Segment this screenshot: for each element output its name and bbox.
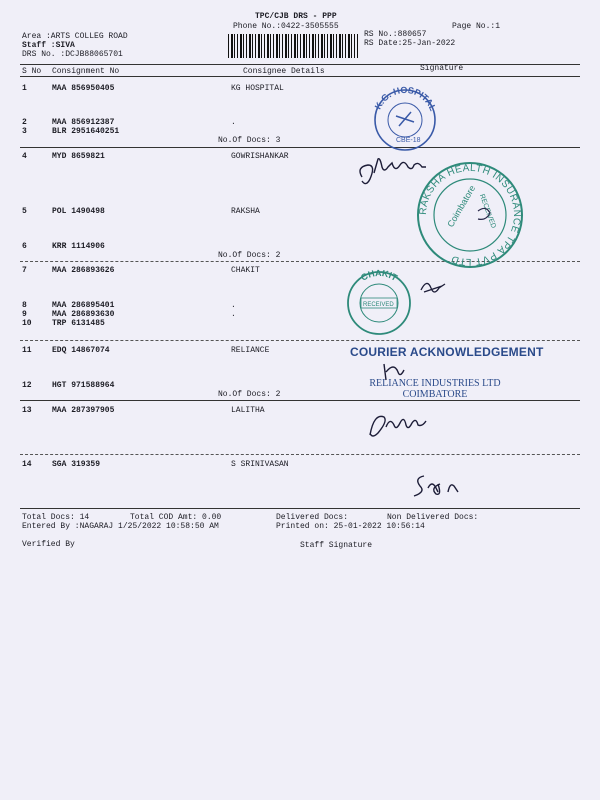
row-consignment-no: BLR 2951640251 xyxy=(52,127,120,136)
non-delivered-docs: Non Delivered Docs: xyxy=(387,513,479,522)
row-sno: 9 xyxy=(22,310,27,319)
rs-number: RS No.:880657 xyxy=(364,30,427,39)
row-sno: 7 xyxy=(22,266,27,275)
barcode xyxy=(228,34,358,58)
row-consignment-no: KRR 1114906 xyxy=(52,242,105,251)
raksha-center-text: Coimbatore xyxy=(445,183,478,229)
total-docs: Total Docs: 14 xyxy=(22,513,90,522)
verified-by: Verified By xyxy=(22,540,75,549)
row-consignee-details: RELIANCE xyxy=(231,346,270,355)
row-consignee-details: KG HOSPITAL xyxy=(231,84,284,93)
staff-label: Staff :SIVA xyxy=(22,41,75,50)
row-consignee-details: . xyxy=(231,118,236,127)
signature-reliance xyxy=(378,360,408,384)
section-rule xyxy=(20,454,580,455)
group-note: No.Of Docs: 2 xyxy=(218,390,281,399)
entered-by: Entered By :NAGARAJ 1/25/2022 10:58:50 AM xyxy=(22,522,219,531)
row-sno: 12 xyxy=(22,381,32,390)
signature-gowrishankar xyxy=(352,155,447,195)
row-consignee-details: . xyxy=(231,310,236,319)
header-rule-top xyxy=(20,64,580,65)
signature-srinivasan xyxy=(410,470,470,500)
row-sno: 5 xyxy=(22,207,27,216)
chakit-ring-text: CHAKIT xyxy=(359,268,400,283)
col-consignment: Consignment No xyxy=(52,67,120,76)
reliance-stamp-line1: RELIANCE INDUSTRIES LTD xyxy=(369,378,501,389)
row-consignment-no: POL 1490498 xyxy=(52,207,105,216)
row-consignee-details: S SRINIVASAN xyxy=(231,460,289,469)
row-consignment-no: SGA 319359 xyxy=(52,460,101,469)
kg-hospital-stamp xyxy=(366,82,444,152)
row-consignment-no: MAA 286893626 xyxy=(52,266,115,275)
row-consignment-no: MAA 286895401 xyxy=(52,301,115,310)
row-sno: 11 xyxy=(22,346,32,355)
delivered-docs: Delivered Docs: xyxy=(276,513,349,522)
row-consignment-no: EDQ 14867074 xyxy=(52,346,110,355)
phone-number: Phone No.:0422-3505555 xyxy=(233,22,339,31)
header-rule-bottom xyxy=(20,76,580,77)
row-sno: 13 xyxy=(22,406,32,415)
svg-text:CHAKIT xyxy=(359,268,399,283)
row-consignee-details: GOWRISHANKAR xyxy=(231,152,289,161)
row-consignment-no: MAA 856912387 xyxy=(52,118,115,127)
page-number: Page No.:1 xyxy=(452,22,501,31)
signature-lalitha xyxy=(362,405,442,445)
drs-number: DRS No. :DCJB88065701 xyxy=(22,50,123,59)
group-note: No.Of Docs: 2 xyxy=(218,251,281,260)
chakit-stamp xyxy=(344,268,414,338)
section-rule xyxy=(20,400,580,401)
svg-text:K.G. HOSPITAL xyxy=(373,85,439,113)
document-title: TPC/CJB DRS - PPP xyxy=(255,12,337,21)
printed-on: Printed on: 25-01-2022 10:56:14 xyxy=(276,522,425,531)
section-rule xyxy=(20,147,580,148)
row-consignee-details: LALITHA xyxy=(231,406,265,415)
row-consignment-no: MYD 8659821 xyxy=(52,152,105,161)
row-sno: 14 xyxy=(22,460,32,469)
signature-chakit xyxy=(418,276,448,298)
footer-rule xyxy=(20,508,580,509)
row-consignee-details: RAKSHA xyxy=(231,207,260,216)
col-sno: S No xyxy=(22,67,42,76)
row-sno: 2 xyxy=(22,118,27,127)
kg-stamp-sub: CBE-18 xyxy=(396,137,421,144)
courier-ack-stamp: COURIER ACKNOWLEDGEMENT xyxy=(350,345,544,359)
row-sno: 6 xyxy=(22,242,27,251)
row-sno: 1 xyxy=(22,84,27,93)
row-consignment-no: MAA 287397905 xyxy=(52,406,115,415)
section-rule xyxy=(20,340,580,341)
row-consignee-details: . xyxy=(231,301,236,310)
row-sno: 8 xyxy=(22,301,27,310)
total-cod: Total COD Amt: 0.00 xyxy=(130,513,222,522)
staff-signature-label: Staff Signature xyxy=(300,541,373,550)
rs-date: RS Date:25-Jan-2022 xyxy=(364,39,456,48)
row-consignment-no: MAA 856950405 xyxy=(52,84,115,93)
row-consignee-details: CHAKIT xyxy=(231,266,260,275)
chakit-center-text: RECEIVED xyxy=(363,302,394,308)
row-consignment-no: MAA 286893630 xyxy=(52,310,115,319)
col-signature: Signature xyxy=(420,64,464,73)
row-consignment-no: TRP 6131485 xyxy=(52,319,105,328)
raksha-mid-text: RECEIVED xyxy=(477,193,497,230)
reliance-stamp-line2: COIMBATORE xyxy=(402,389,468,400)
row-sno: 4 xyxy=(22,152,27,161)
row-sno: 3 xyxy=(22,127,27,136)
kg-stamp-text: K.G. HOSPITAL xyxy=(372,84,439,113)
raksha-ring-text: RAKSHA HEALTH INSURANCE TPA PVT LTD xyxy=(417,162,523,268)
row-sno: 10 xyxy=(22,319,32,328)
group-note: No.Of Docs: 3 xyxy=(218,136,281,145)
row-consignment-no: HGT 971588964 xyxy=(52,381,115,390)
col-details: Consignee Details xyxy=(243,67,325,76)
area-label: Area :ARTS COLLEG ROAD xyxy=(22,32,128,41)
